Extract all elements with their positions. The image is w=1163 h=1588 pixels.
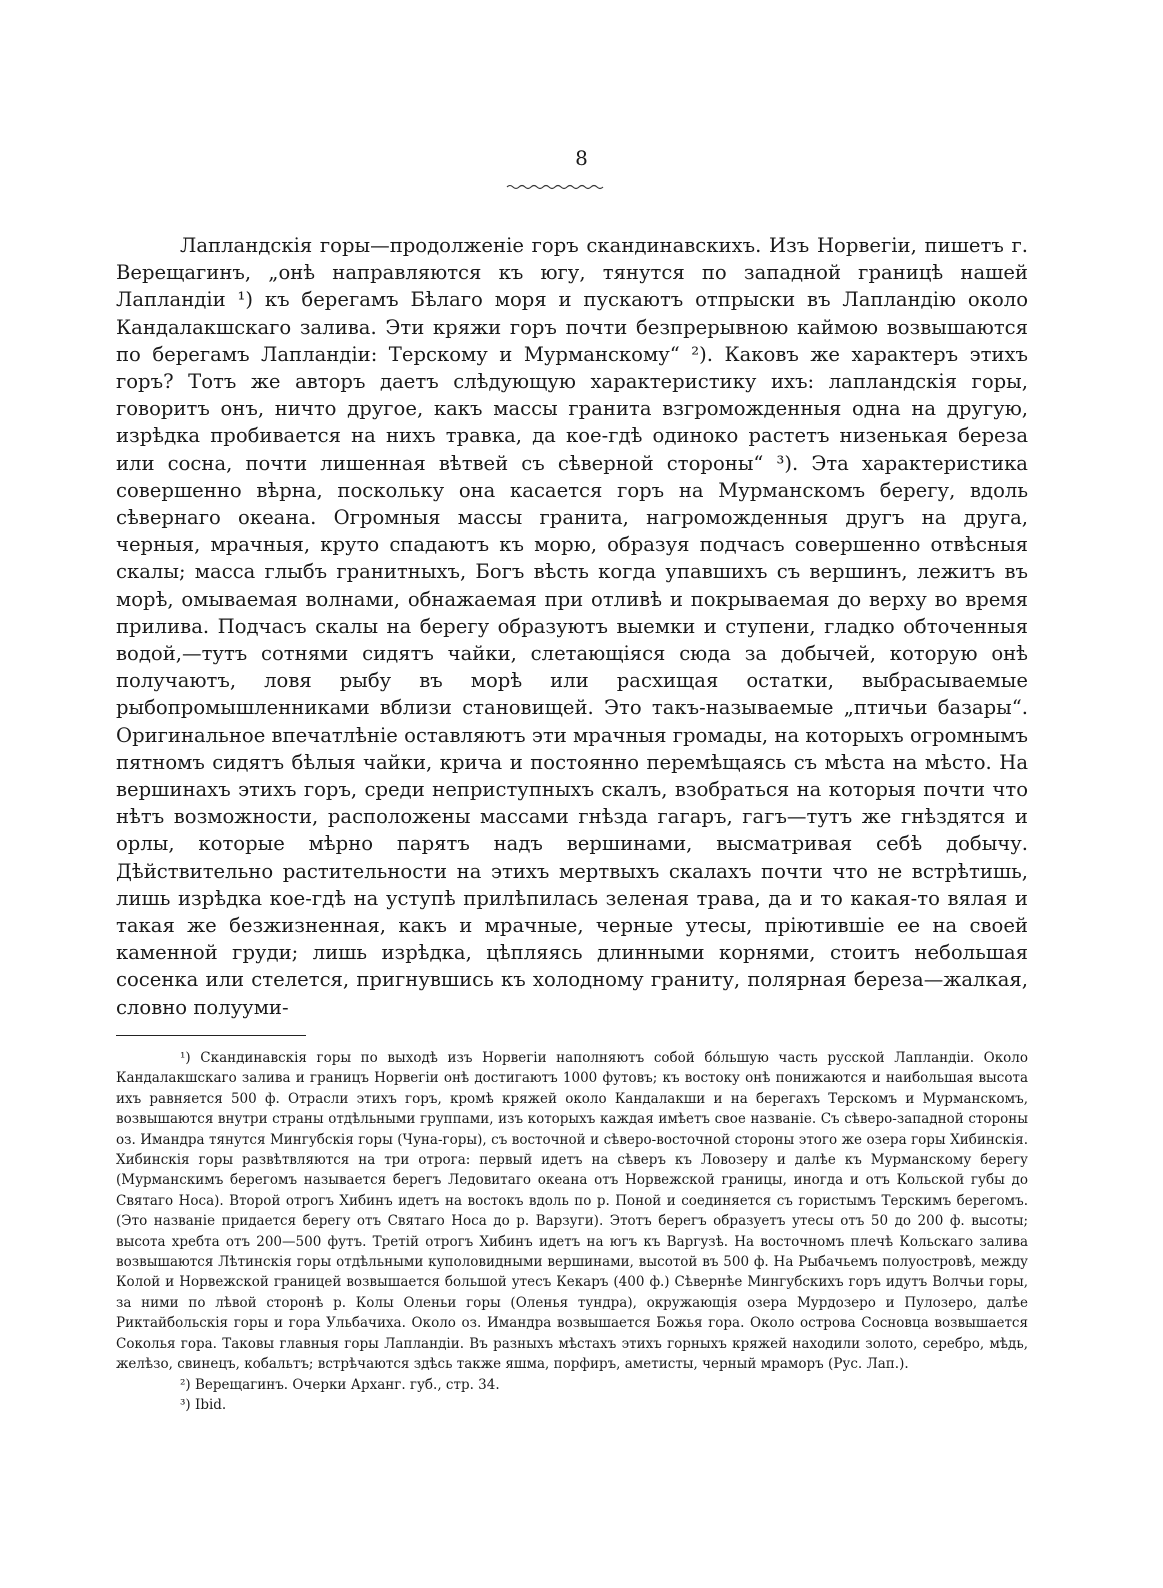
footnote-1-mark: ¹) bbox=[180, 1050, 191, 1066]
footnotes bbox=[116, 1048, 1028, 1415]
footnote-2-text: Верещагинъ. Очерки Арханг. губ., стр. 34. bbox=[194, 1376, 500, 1393]
footnote-separator bbox=[116, 1035, 306, 1036]
footnote-2-mark: ²) bbox=[180, 1376, 191, 1393]
footnote-3 bbox=[116, 1395, 1028, 1415]
footnote-3-text: Ibid. bbox=[194, 1396, 227, 1413]
wavy-ornament bbox=[505, 182, 605, 192]
footnote-1-text: Скандинавскія горы по выходѣ изъ Норвегіи наполняютъ собой бо́льшую часть русской Лапландіи. Около Кандалакшскаго залива и границъ Норвегіи онѣ достигаютъ 1000 футовъ; къ востоку онѣ понижаются и наибольшая высота ихъ равняется 500 ф. Отрасли этихъ горъ, кромѣ кряжей около Кандалакши и на берегахъ Терскомъ и Мурманскомъ, возвышаются внутри страны отдѣльными группами, изъ которыхъ каждая имѣетъ свое названіе. Съ сѣверо-западной стороны оз. Имандра тянутся Мингубскія горы (Чуна-горы), съ восточной и сѣверо-восточной стороны этого же озера горы Хибинскія. Хибинскія горы развѣтвляются на три отрога: первый идетъ на сѣверъ къ Ловозеру и далѣе къ Мурманскому берегу (Мурманскимъ берегомъ называется берегъ Ледовитаго океана отъ Норвежской границы, иногда и отъ Кольской губы до Святаго Носа). Второй отрогъ Хибинъ идетъ на востокъ вдоль по р. Поной и соединяется съ гористымъ Терскимъ берегомъ. (Это названіе придается берегу отъ Святаго Носа до р. Варзуги). Этотъ берегъ образуетъ утесы отъ 50 до 200 ф. высоты; высота хребта отъ 200—500 футъ. Третій отрогъ Хибинъ идетъ на югъ къ Варгузѣ. На восточномъ плечѣ Кольскаго залива возвышаются Лѣтинскія горы отдѣльными куполовидными вершинами, высотой въ 500 ф. На Рыбачьемъ полуостровѣ, между Колой и Норвежской границей возвышается большой утесъ Кекаръ (400 ф.) Сѣвернѣе Мингубскихъ горъ идутъ Волчьи горы, за ними по лѣвой сторонѣ р. Колы Оленьи горы (Оленья тундра), окружающія озера Мурдозеро и Пулозеро, далѣе Риктайбольскія горы и гора Ульбачиха. Около оз. Имандра возвышается Божья гора. Около острова Сосновца возвышается Соколья гора. Таковы главныя горы Лапландіи. Въ разныхъ мѣстахъ этихъ горныхъ кряжей находили золото, серебро, мѣдь, желѣзо, свинецъ, кобальтъ; встрѣчаются здѣсь также яшма, порфиръ, аметисты, черный мраморъ (Рус. Лап.). bbox=[116, 1050, 1029, 1373]
footnote-1 bbox=[116, 1048, 1028, 1375]
page-number: 8 bbox=[575, 146, 588, 170]
footnote-3-mark: ³) bbox=[180, 1396, 191, 1413]
main-paragraph: Лапландскія горы—продолженіе горъ скандинавскихъ. Изъ Норвегіи, пишетъ г. Верещагинъ, „онѣ направляются къ югу, тянутся по западной границѣ нашей Лапландіи ¹) къ берегамъ Бѣлаго моря и пускаютъ отпрыски въ Лапландію около Кандалакшскаго залива. Эти кряжи горъ почти безпрерывною каймою возвышаются по берегамъ Лапландіи: Терскому и Мурманскому“ ²). Каковъ же характеръ этихъ горъ? Тотъ же авторъ даетъ слѣдующую характеристику ихъ: лапландскія горы, говоритъ онъ, ничто другое, какъ массы гранита взгроможденныя одна на другую, изрѣдка пробивается на нихъ травка, да кое-гдѣ одиноко растетъ низенькая береза или сосна, почти лишенная вѣтвей съ сѣверной стороны“ ³). Эта характеристика совершенно вѣрна, поскольку она касается горъ на Мурманскомъ берегу, вдоль сѣвернаго океана. Огромныя массы гранита, нагроможденныя другъ на друга, черныя, мрачныя, круто спадаютъ къ морю, образуя подчасъ совершенно отвѣсныя скалы; масса глыбъ гранитныхъ, Богъ вѣсть когда упавшихъ съ вершинъ, лежитъ въ морѣ, омываемая волнами, обнажаемая при отливѣ и покрываемая до верху во время прилива. Подчасъ скалы на берегу образуютъ выемки и ступени, гладко обточенныя водой,—тутъ сотнями сидятъ чайки, слетающіяся сюда за добычей, которую онѣ получаютъ, ловя рыбу въ морѣ или расхищая остатки, выбрасываемые рыбопромышленниками вблизи становищей. Это такъ-называемые „птичьи базары“. Оригинальное впечатлѣніе оставляютъ эти мрачныя громады, на которыхъ огромнымъ пятномъ сидятъ бѣлыя чайки, крича и постоянно перемѣщаясь съ мѣста на мѣсто. На вершинахъ этихъ горъ, среди неприступныхъ скалъ, взобраться на которыя почти что нѣтъ возможности, расположены массами гнѣзда гагаръ, гагъ—тутъ же гнѣздятся и орлы, которые мѣрно парятъ надъ вершинами, высматривая себѣ добычу. Дѣйствительно растительности на этихъ мертвыхъ скалахъ почти что не встрѣтишь, лишь изрѣдка кое-гдѣ на уступѣ прилѣпилась зеленая трава, да и то какая-то вялая и такая же безжизненная, какъ и мрачные, черные утесы, пріютившіе ее на своей каменной груди; лишь изрѣдка, цѣпляясь длинными корнями, стоитъ небольшая сосенка или стелется, пригнувшись къ холодному граниту, полярная береза—жалкая, словно полууми- bbox=[116, 234, 1028, 1019]
footnote-2 bbox=[116, 1375, 1028, 1395]
